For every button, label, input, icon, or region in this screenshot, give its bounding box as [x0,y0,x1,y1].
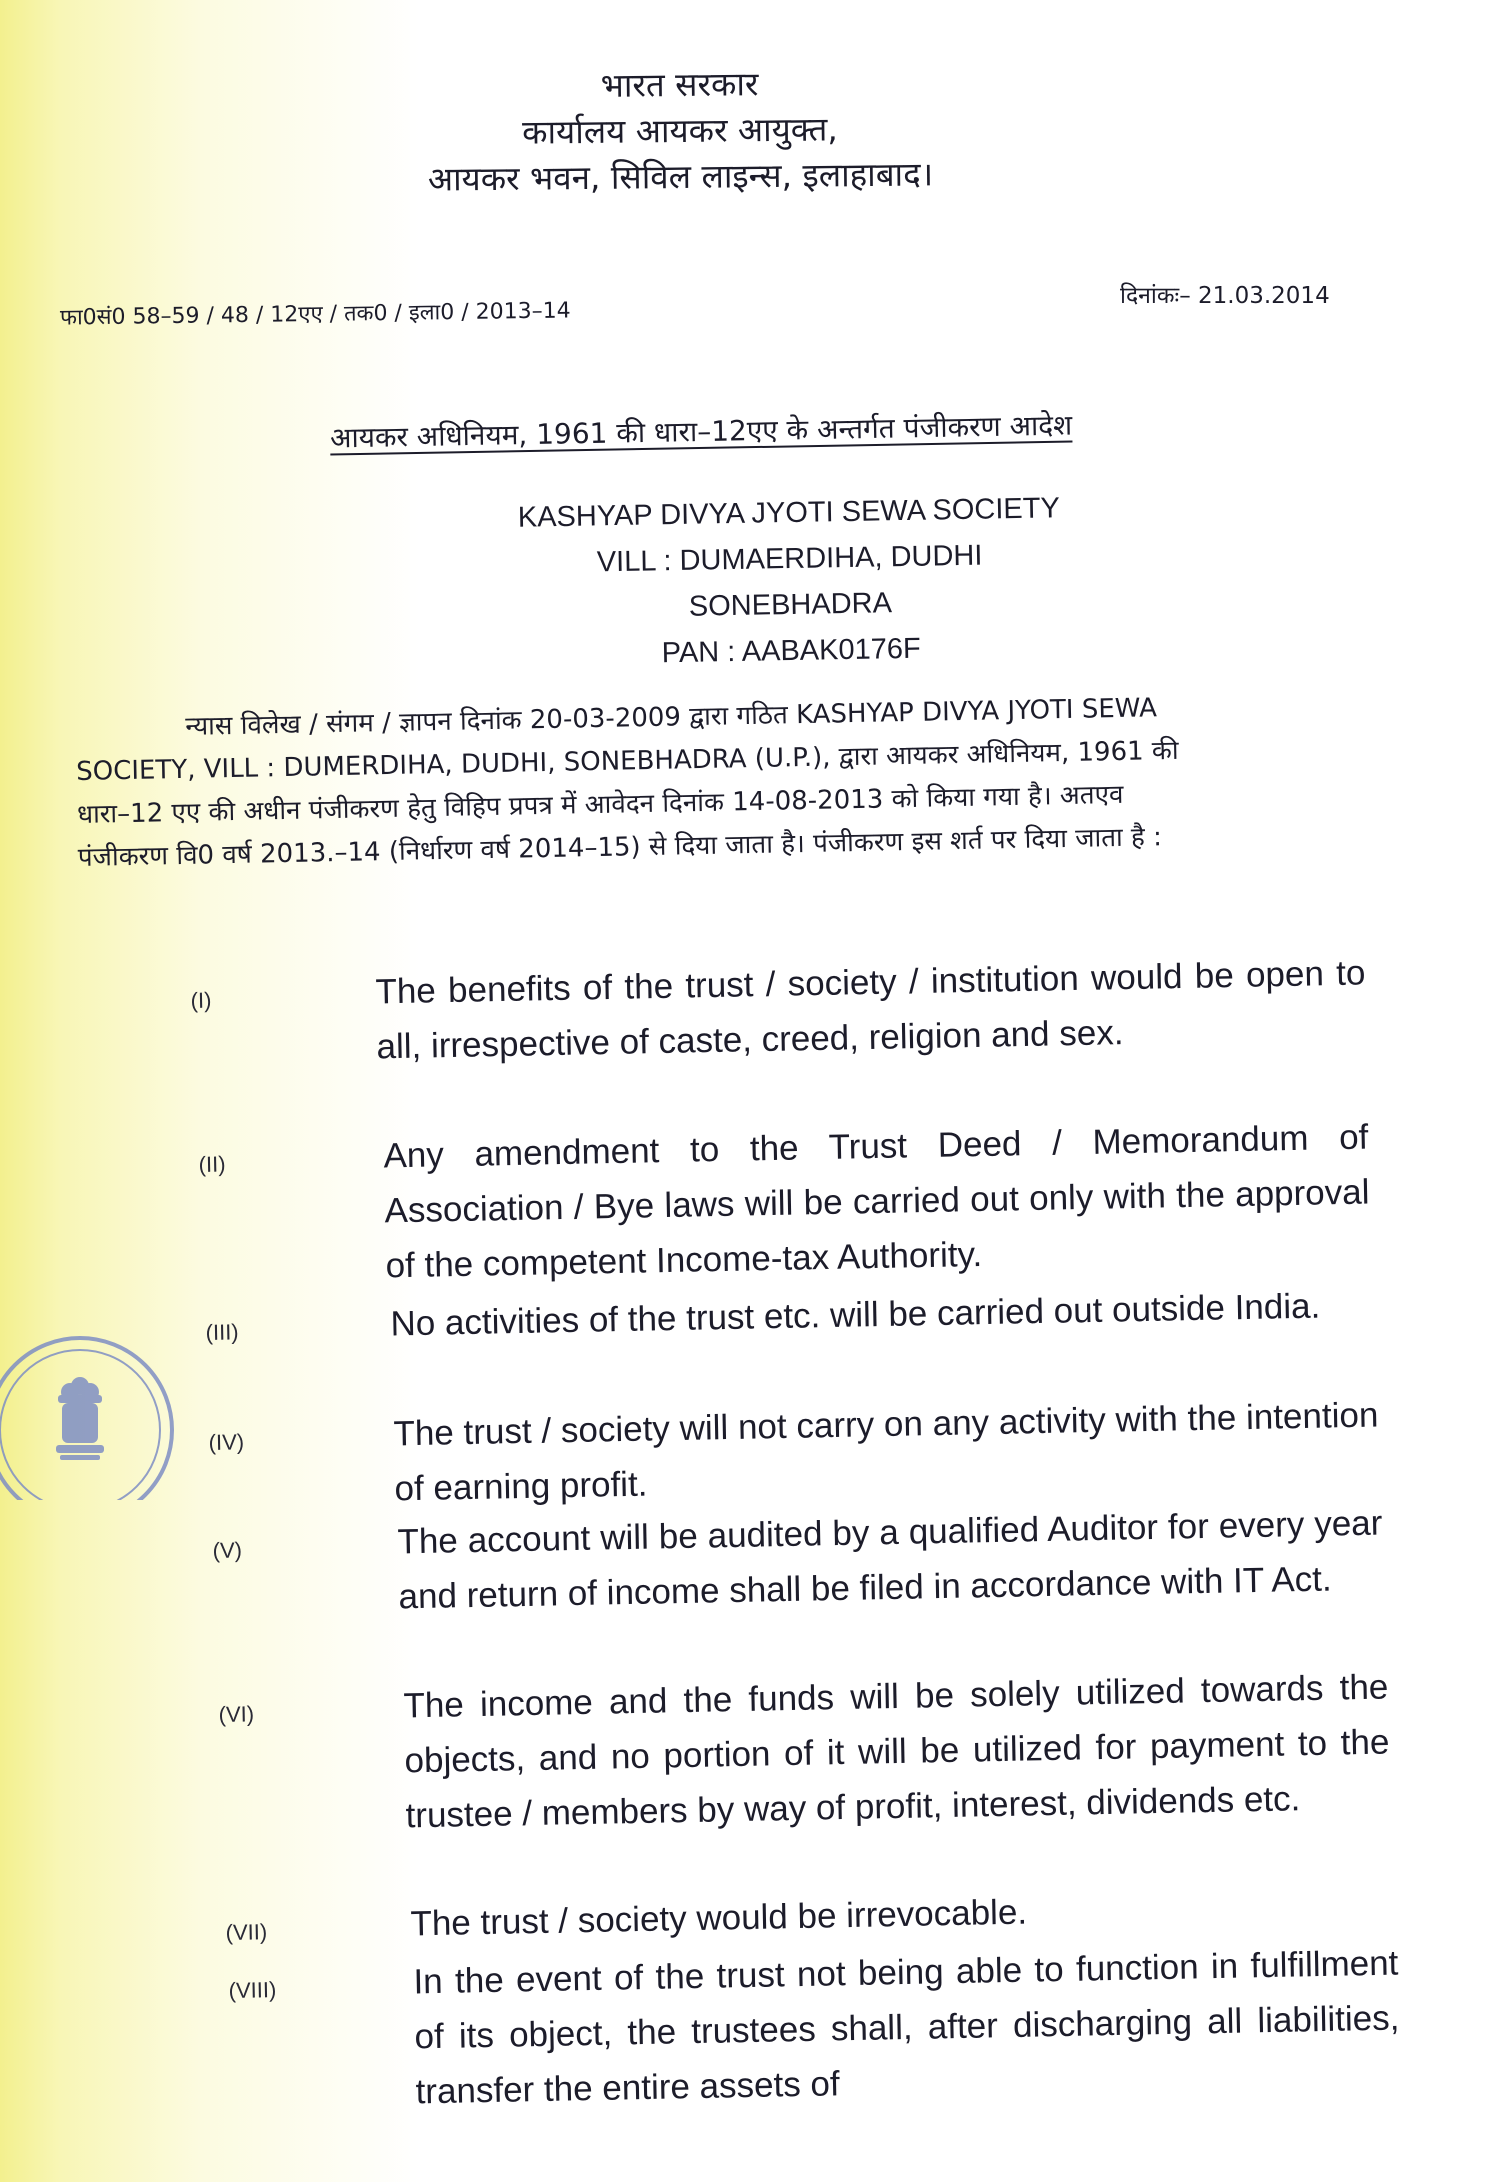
addressee-district: SONEBHADRA [688,587,893,623]
condition-number: (IV) [208,1429,245,1455]
intro-paragraph [75,683,1398,880]
condition-number: (III) [205,1319,239,1345]
letterhead-line-office: कार्यालय आयकर आयुक्त, [521,109,839,152]
condition-number: (V) [212,1537,243,1563]
condition-text: No activities of the trust etc. will be carried out outside India. [390,1286,1321,1344]
condition-text: The income and the funds will be solely utilized towards the objects, and no portion of it will be utilized for payment to the trustee / members by way of profit, interest, dividends etc. [403,1667,1390,1836]
condition-number: (I) [190,987,212,1013]
condition-number: (II) [198,1151,226,1177]
intro-line: पंजीकरण वि0 वर्ष 2013.–14 (निर्धारण वर्ष 2014–15) से दिया जाता है। पंजीकरण इस शर्त पर दिया जाता है : [77,822,1163,873]
letterhead-line-address: आयकर भवन, सिविल लाइन्स, इलाहाबाद। [427,154,934,199]
intro-line: धारा–12 एए की अधीन पंजीकरण हेतु विहिप प्रपत्र में आवेदन दिनांक 14-08-2013 को किया गया है। अतएव [76,779,1124,830]
condition-number: (VI) [218,1701,255,1727]
condition-text: The benefits of the trust / society / institution would be open to all, irrespective of caste, creed, religion and sex. [375,953,1366,1067]
intro-line: SOCIETY, VILL : DUMERDIHA, DUDHI, SONEBHADRA (U.P.), द्वारा आयकर अधिनियम, 1961 की [75,735,1179,787]
addressee-block [388,483,1191,681]
condition-text: In the event of the trust not being able to function in fulfillment of its object, the trustees shall, after discharging all liabilities, transfer the entire assets of [413,1943,1400,2112]
letterhead-line-government: भारत सरकार [600,64,759,105]
condition-number: (VII) [225,1919,268,1945]
file-number: फा0सं0 58–59 / 48 / 12एए / तक0 / इला0 / 2013–14 [59,298,571,331]
condition-text: The trust / society will not carry on any activity with the intention of earning profit. [393,1395,1379,1509]
condition-text: The trust / society would be irrevocable. [410,1892,1028,1944]
condition-text: The account will be audited by a qualified Auditor for every year and return of income shall be filed in accordance with IT Act. [397,1503,1383,1617]
order-date: दिनांकः– 21.03.2014 [1120,283,1330,309]
official-seal-stamp [0,1300,180,1500]
condition-text: Any amendment to the Trust Deed / Memorandum of Association / Bye laws will be carried out only with the approval of the competent Income-tax Authority. [383,1117,1370,1286]
letterhead [299,58,1060,204]
condition-number: (VIII) [228,1977,277,2003]
addressee-village: VILL : DUMAERDIHA, DUDHI [596,539,983,579]
addressee-name: KASHYAP DIVYA JYOTI SEWA SOCIETY [517,492,1061,534]
addressee-pan: PAN : AABAK0176F [661,632,921,670]
order-subject: आयकर अधिनियम, 1961 की धारा–12एए के अन्तर्गत पंजीकरण आदेश [329,408,1073,455]
intro-line: न्यास विलेख / संगम / ज्ञापन दिनांक 20-03-2009 द्वारा गठित KASHYAP DIVYA JYOTI SEWA [185,693,1158,742]
